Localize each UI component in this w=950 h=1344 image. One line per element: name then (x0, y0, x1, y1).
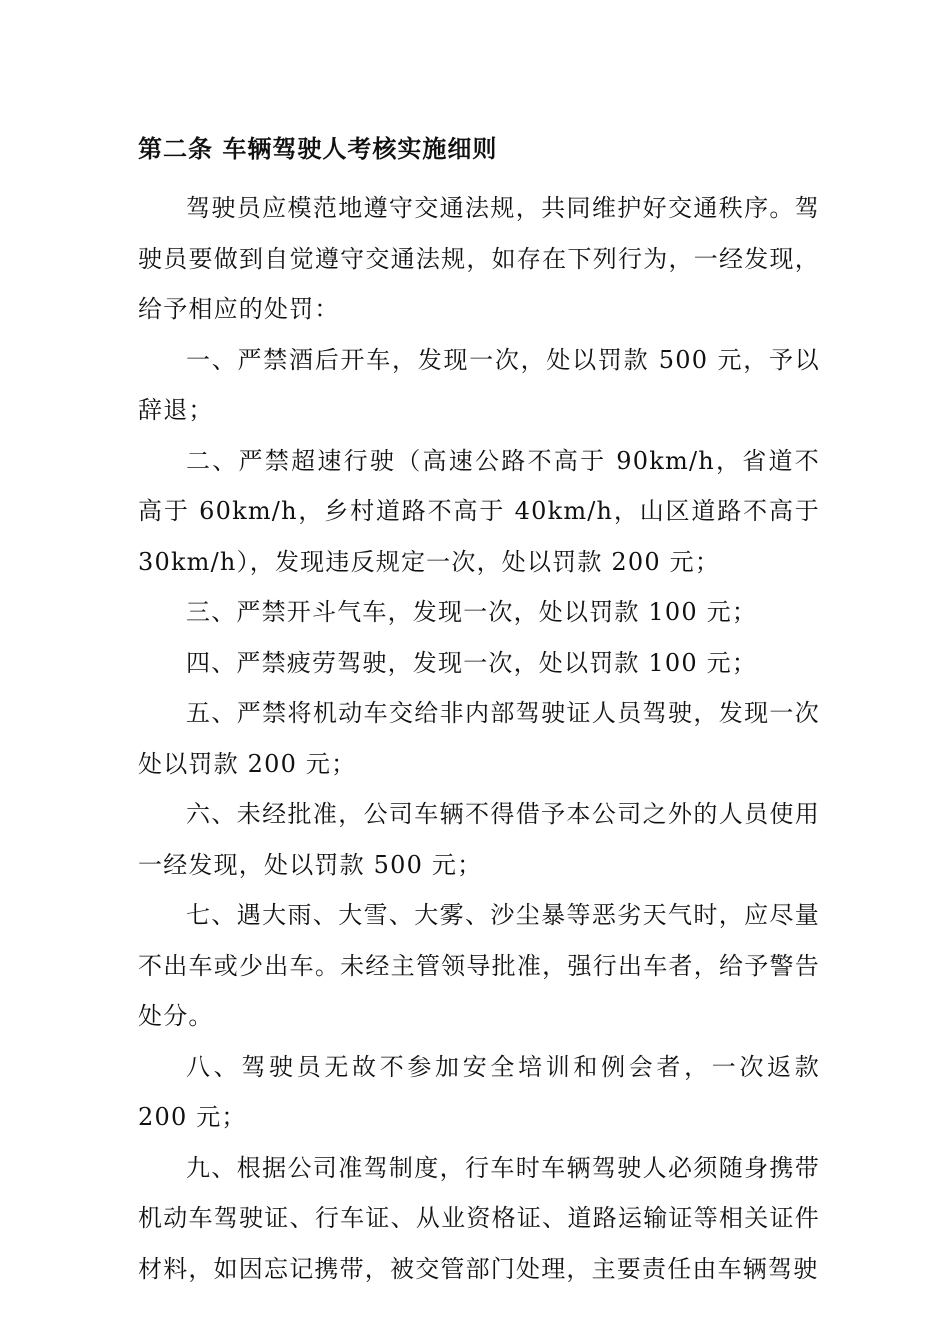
rule-item-1: 一、严禁酒后开车，发现一次，处以罚款 500 元，予以辞退； (138, 345, 820, 424)
rule-item-8: 八、驾驶员无故不参加安全培训和例会者，一次返款 200 元； (138, 1052, 820, 1131)
rule-item-2: 二、严禁超速行驶（高速公路不高于 90km/h，省道不高于 60km/h，乡村道路不高于 40km/h，山区道路不高于 30km/h），发现违反规定一次，处以罚款 200 元； (138, 446, 820, 576)
rule-item-3: 三、严禁开斗气车，发现一次，处以罚款 100 元； (186, 598, 758, 626)
rule-item-6: 六、未经批准，公司车辆不得借予本公司之外的人员使用一经发现，处以罚款 500 元； (138, 800, 820, 879)
rule-item-5: 五、严禁将机动车交给非内部驾驶证人员驾驶，发现一次处以罚款 200 元； (138, 699, 820, 778)
rule-item-7: 七、遇大雨、大雪、大雾、沙尘暴等恶劣天气时，应尽量不出车或少出车。未经主管领导批准，强行出车者，给予警告处分。 (138, 901, 820, 1030)
rule-item-4: 四、严禁疲劳驾驶，发现一次，处以罚款 100 元； (186, 648, 758, 677)
document-body (138, 183, 820, 1294)
rule-item-9: 九、根据公司准驾制度，行车时车辆驾驶人必须随身携带机动车驾驶证、行车证、从业资格证、道路运输证等相关证件材料，如因忘记携带，被交管部门处理，主要责任由车辆驾驶 (138, 1153, 820, 1283)
intro-paragraph: 驾驶员应模范地遵守交通法规，共同维护好交通秩序。驾驶员要做到自觉遵守交通法规，如存在下列行为，一经发现，给予相应的处罚： (138, 194, 820, 323)
section-heading: 第二条 车辆驾驶人考核实施细则 (138, 134, 498, 163)
